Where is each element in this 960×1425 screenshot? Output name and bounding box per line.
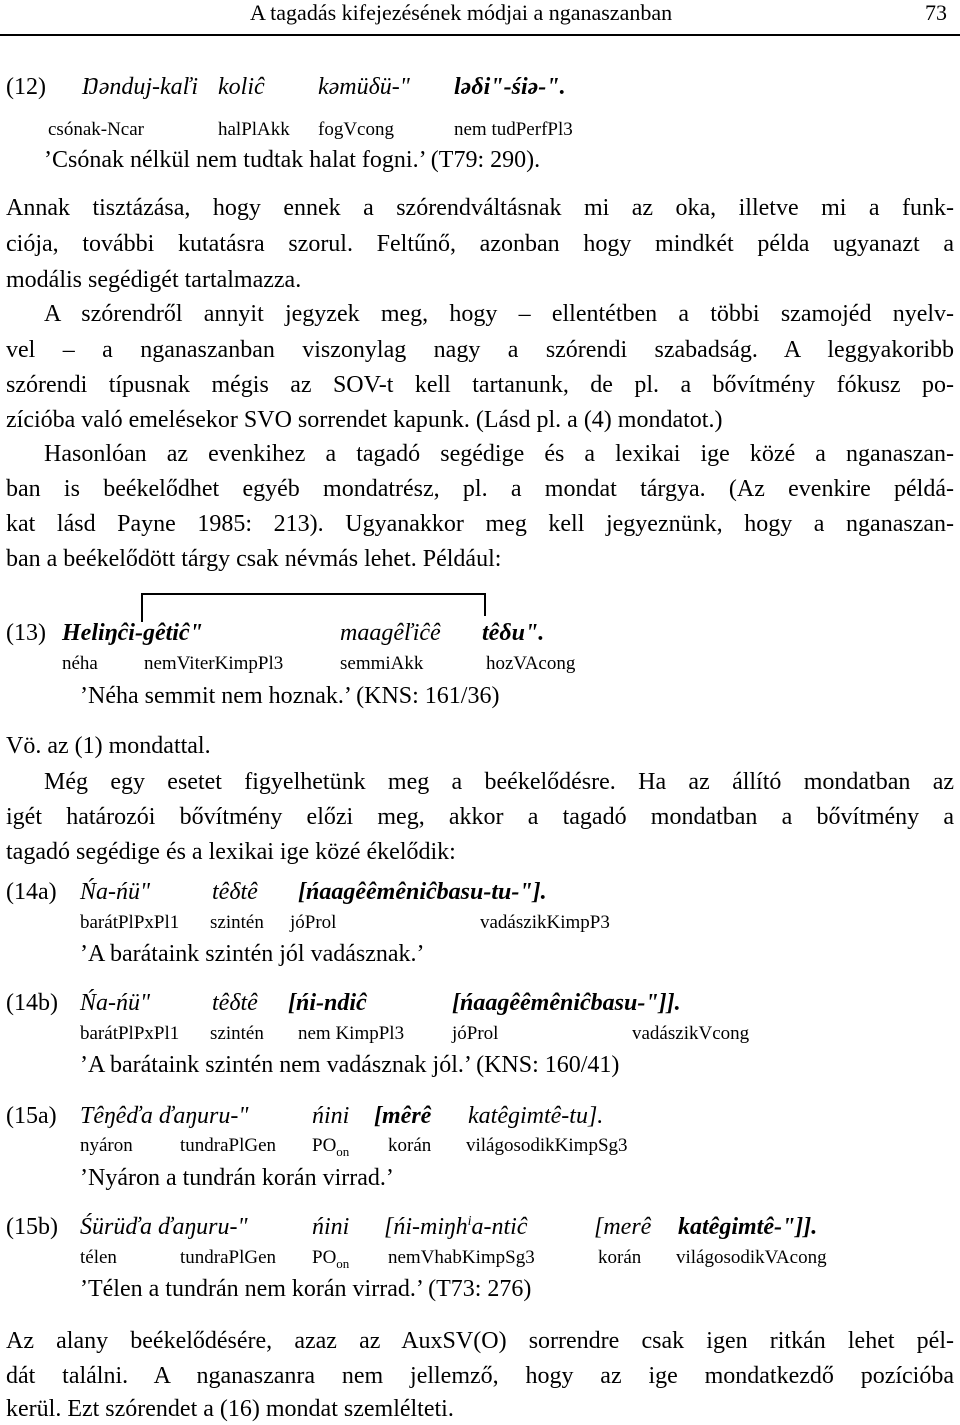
example-word: têδu".	[482, 620, 545, 646]
text-line: kat lásd Payne 1985: 213). Ugyanakkor meg kell jegyeznünk, hogy a nganaszan-	[6, 511, 954, 537]
gloss: tundraPlGen	[180, 1247, 277, 1268]
gloss: vadászikKimpP3	[480, 912, 610, 933]
gloss: szintén	[210, 1023, 264, 1044]
text-line: dát találni. A nganaszanra nem jellemző, hogy az ige mondatkezdő pozícióba	[6, 1363, 954, 1389]
running-header	[0, 0, 960, 32]
example-word: koliĉ	[218, 74, 265, 100]
gloss: halPlAkk	[218, 119, 290, 140]
example-word: ləδi"-śiə-".	[454, 74, 566, 100]
gloss: $PO_{on}$	[312, 1135, 350, 1159]
example-word: Śürüďa ďaŋuru-"	[80, 1214, 248, 1240]
gloss: télen	[80, 1247, 117, 1268]
example-number: (13)	[6, 620, 46, 646]
example-word: [ńi-miŋh$^i$a-ntiĉ	[384, 1214, 528, 1240]
text-line: Hasonlóan az evenkihez a tagadó segédige és a lexikai ige közé a nganaszan-	[44, 441, 954, 467]
example-word: Ńa-ńü"	[80, 879, 151, 905]
text-line: Még egy esetet figyelhetünk meg a beékelődésre. Ha az állító mondatban az	[44, 769, 954, 795]
example-word: [ńi-ndiĉ	[288, 990, 367, 1016]
text-line: vel – a nganaszanban viszonylag nagy a szórendi szabadság. A leggyakoribb	[6, 337, 954, 363]
example-number: (12)	[6, 74, 46, 100]
gloss: néha	[62, 653, 98, 674]
example-number: (15b)	[6, 1214, 58, 1240]
example-word: [merê	[594, 1214, 652, 1240]
gloss: korán	[388, 1135, 432, 1156]
example-word: têδtê	[212, 879, 258, 905]
text-line: Annak tisztázása, hogy ennek a szórendváltásnak mi az oka, illetve mi a funk-	[6, 195, 954, 221]
example-number: (14a)	[6, 879, 57, 905]
translation: ’Télen a tundrán nem korán virrad.’ (T73: 276)	[80, 1276, 532, 1302]
gloss: hozVAcong	[486, 653, 576, 674]
gloss: jóProl	[290, 912, 337, 933]
text-line: tagadó segédige és a lexikai ige közé ékelődik:	[6, 839, 456, 865]
example-word: maagêľiĉê	[340, 620, 441, 646]
example-word: Têŋêďa ďaŋuru-"	[80, 1103, 249, 1129]
gloss: korán	[598, 1247, 642, 1268]
gloss: barátPlPxPl1	[80, 1023, 180, 1044]
gloss: semmiAkk	[340, 653, 424, 674]
text-line: ban a beékelődött tárgy csak névmás lehet. Például:	[6, 546, 502, 572]
translation: ’Csónak nélkül nem tudtak halat fogni.’ (T79: 290).	[44, 147, 541, 173]
example-word: katêgimtê-tu].	[468, 1103, 604, 1129]
gloss: jóProl	[452, 1023, 499, 1044]
example-word: kəmüδü-"	[318, 74, 410, 100]
translation: ’Nyáron a tundrán korán virrad.’	[80, 1165, 394, 1191]
example-word: ńini	[312, 1103, 350, 1129]
text-line: ciója, további kutatásra szorul. Feltűnő, azonban hogy mindkét példa ugyanazt a	[6, 231, 954, 257]
cross-reference: Vö. az (1) mondattal.	[6, 733, 211, 759]
example-word: Heliŋĉi-gêtiĉ"	[62, 620, 203, 646]
gloss: vadászikVcong	[632, 1023, 750, 1044]
text-line: A szórendről annyit jegyzek meg, hogy – ellentétben a többi szamojéd nyelv-	[44, 301, 954, 327]
text-line: Az alany beékelődésére, azaz az AuxSV(O) sorrendre csak igen ritkán lehet pél-	[6, 1328, 954, 1354]
gloss: szintén	[210, 912, 264, 933]
gloss: nem tudPerfPl3	[454, 119, 573, 140]
running-title: A tagadás kifejezésének módjai a nganaszanban	[250, 0, 673, 25]
gloss: nemVhabKimpSg3	[388, 1247, 535, 1268]
example-word: têδtê	[212, 990, 258, 1016]
gloss: nem KimpPl3	[298, 1023, 405, 1044]
example-word: [mêrê	[374, 1103, 432, 1129]
translation: ’A barátaink szintén nem vadásznak jól.’ (KNS: 160/41)	[80, 1052, 620, 1078]
gloss: világosodikKimpSg3	[466, 1135, 628, 1156]
gloss: tundraPlGen	[180, 1135, 277, 1156]
gloss: nemViterKimpPl3	[144, 653, 284, 674]
example-word: ńini	[312, 1214, 350, 1240]
text-line: modális segédigét tartalmazza.	[6, 267, 302, 293]
text-line: zícióba való emelésekor SVO sorrendet kapunk. (Lásd pl. a (4) mondatot.)	[6, 407, 723, 433]
example-word: [ńaagêêmêniĉbasu-"]].	[452, 990, 681, 1016]
translation: ’Néha semmit nem hoznak.’ (KNS: 161/36)	[80, 683, 500, 709]
example-word: Ńa-ńü"	[80, 990, 151, 1016]
example-number: (14b)	[6, 990, 58, 1016]
gloss: csónak-Ncar	[48, 119, 145, 140]
text-line: ban is beékelődhet egyéb mondatrész, pl. a mondat tárgya. (Az evenkire példá-	[6, 476, 954, 502]
gloss: $PO_{on}$	[312, 1247, 350, 1271]
gloss: barátPlPxPl1	[80, 912, 180, 933]
text-line: igét határozói bővítmény előzi meg, akkor a tagadó mondatban a bővítmény a	[6, 804, 954, 830]
gloss: nyáron	[80, 1135, 133, 1156]
gloss: fogVcong	[318, 119, 394, 140]
gloss: világosodikVAcong	[676, 1247, 827, 1268]
example-word: katêgimtê-"]].	[678, 1214, 818, 1240]
translation: ’A barátaink szintén jól vadásznak.’	[80, 941, 425, 967]
page-number: 73	[925, 0, 947, 25]
text-line: szórendi típusnak mégis az SOV-t kell tartanunk, de pl. a bővítmény fókusz po-	[6, 372, 954, 398]
example-word: Ŋənduj-kaľi	[82, 74, 199, 100]
example-number: (15a)	[6, 1103, 57, 1129]
text-line: kerül. Ezt szórendet a (16) mondat szemlélteti.	[6, 1396, 454, 1422]
header-rule	[0, 34, 960, 36]
example-word: [ńaagêêmêniĉbasu-tu-"].	[298, 879, 547, 905]
